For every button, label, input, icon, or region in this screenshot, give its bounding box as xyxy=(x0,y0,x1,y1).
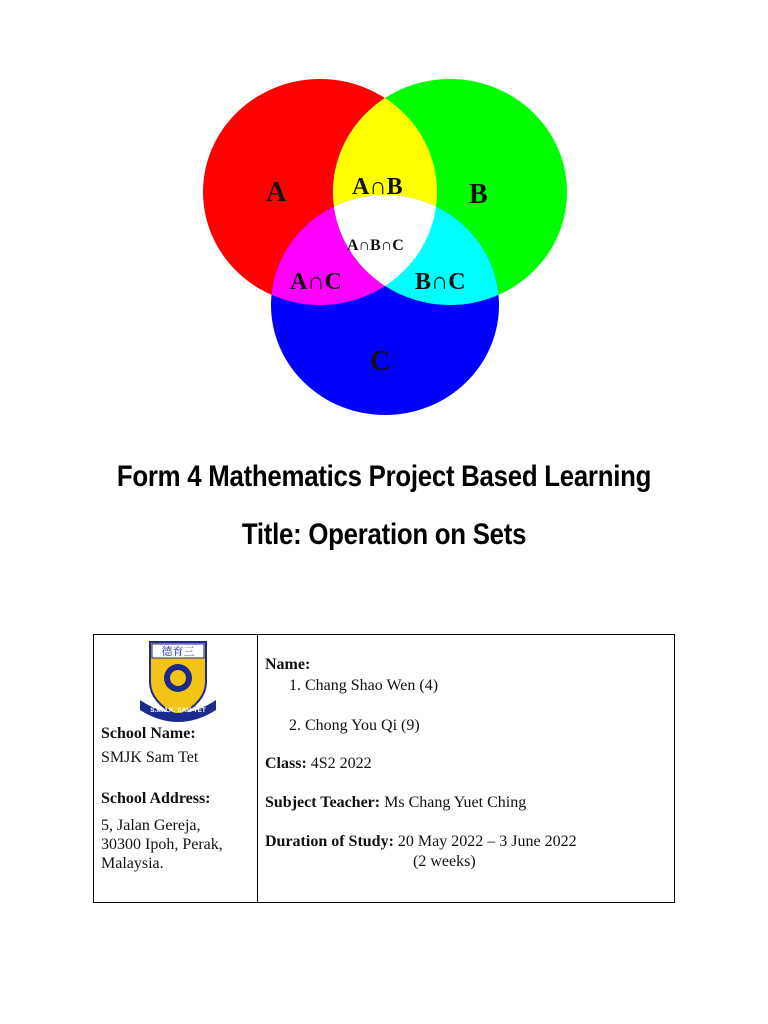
school-address-label: School Address: xyxy=(101,790,211,807)
duration-note: (2 weeks) xyxy=(413,853,476,870)
venn-diagram xyxy=(0,0,768,440)
name-label: Name: xyxy=(265,656,311,673)
label-b: B xyxy=(469,179,488,210)
project-heading: Form 4 Mathematics Project Based Learning xyxy=(116,460,652,493)
class-value: 4S2 2022 xyxy=(310,755,372,772)
project-title: Title: Operation on Sets xyxy=(241,518,527,551)
member-item: 2. Chong You Qi (9) xyxy=(289,717,420,734)
school-logo xyxy=(138,638,218,724)
logo-chinese-chars: 德育三 xyxy=(161,645,195,658)
duration-row xyxy=(265,832,577,851)
label-a-intersect-c: A∩C xyxy=(290,269,342,295)
duration-label: Duration of Study: xyxy=(265,833,394,850)
school-address-line: Malaysia. xyxy=(101,855,164,872)
label-b-intersect-c: B∩C xyxy=(415,269,466,295)
member-item: 1. Chang Shao Wen (4) xyxy=(289,677,439,694)
info-table xyxy=(93,634,675,903)
label-a-intersect-b: A∩B xyxy=(352,174,403,200)
class-label: Class: xyxy=(265,755,307,772)
teacher-row xyxy=(265,793,526,812)
school-name-label: School Name: xyxy=(101,725,196,742)
teacher-value: Ms Chang Yuet Ching xyxy=(384,794,527,811)
label-a-intersect-b-intersect-c: A∩B∩C xyxy=(347,237,404,254)
class-row xyxy=(265,754,372,773)
school-info-cell xyxy=(94,635,258,902)
logo-emblem-center xyxy=(170,670,186,686)
teacher-label: Subject Teacher: xyxy=(265,794,381,811)
school-address-line: 5, Jalan Gereja, xyxy=(101,817,201,834)
logo-ribbon-text: S.M.J.K. SAM TET xyxy=(150,707,206,714)
duration-value: 20 May 2022 – 3 June 2022 xyxy=(397,833,577,850)
school-address-line: 30300 Ipoh, Perak, xyxy=(101,836,223,853)
school-name-value: SMJK Sam Tet xyxy=(101,749,199,766)
student-info-cell xyxy=(258,635,674,902)
label-c: C xyxy=(370,346,391,377)
label-a: A xyxy=(266,177,287,208)
